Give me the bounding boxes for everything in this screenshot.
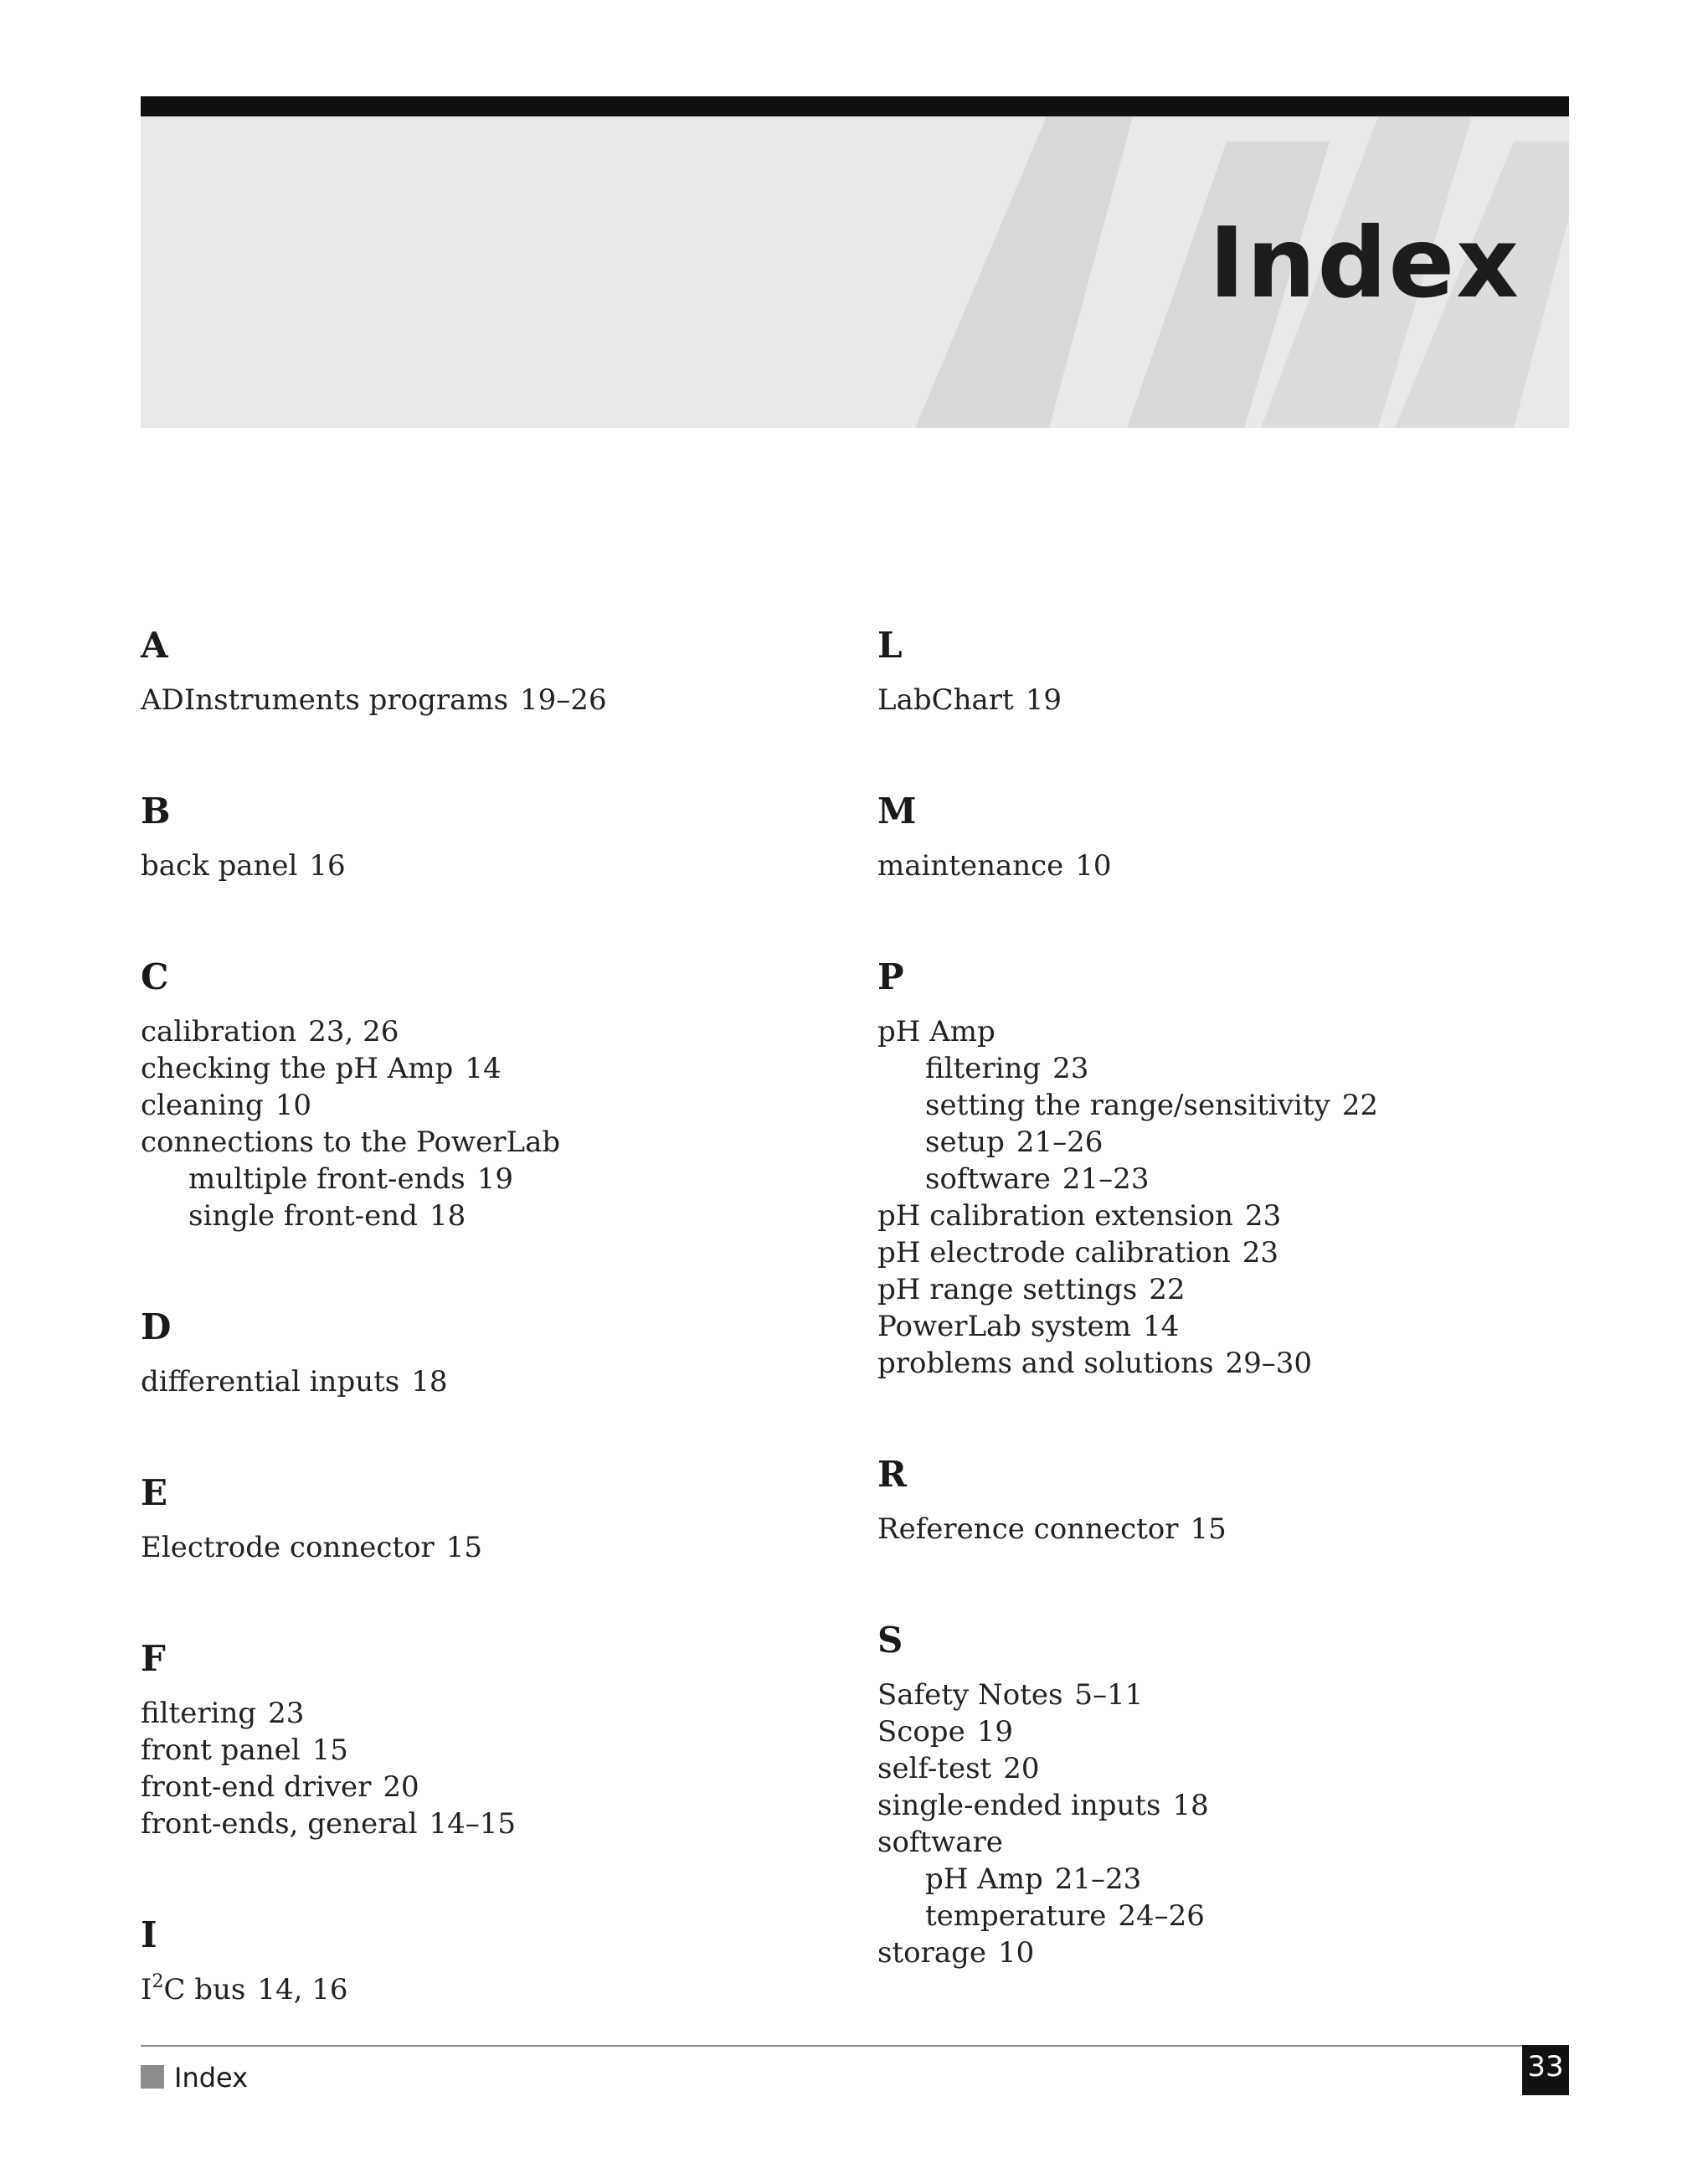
entry-term: LabChart [877,683,1014,717]
banner-stripe [915,116,1133,428]
index-entry [141,847,827,884]
index-entry [877,1198,1564,1234]
index-entry [877,1824,1564,1861]
index-section-b [141,787,827,884]
entry-term: pH electrode calibration [877,1236,1231,1270]
index-entry [877,1713,1564,1750]
entry-superscript: 2 [152,1971,164,1992]
section-letter: A [141,625,168,666]
entry-pages: 20 [1003,1752,1040,1785]
section-letter: I [141,1914,157,1955]
entry-term: setup [925,1125,1005,1159]
index-banner [141,116,1569,428]
entry-pages: 10 [1075,849,1112,883]
entry-term: Reference connector [877,1512,1179,1546]
entry-term: filtering [925,1052,1042,1085]
index-entry [877,1308,1564,1345]
entry-term: pH calibration extension [877,1199,1233,1233]
entry-pages: 15 [1190,1512,1227,1546]
index-entry-list [877,1511,1564,1548]
entry-pages: 29–30 [1225,1347,1313,1380]
page-number: 33 [1522,2045,1569,2095]
index-section-r [877,1450,1564,1548]
entry-pages: 16 [309,849,346,883]
entry-term-suffix: C bus [163,1973,246,2006]
entry-term: cleaning [141,1089,264,1122]
section-letter: S [877,1620,903,1661]
entry-pages: 23 [268,1697,305,1730]
entry-term: multiple front-ends [188,1162,466,1196]
index-entry [877,1234,1564,1271]
entry-pages: 18 [429,1199,466,1233]
index-section-d [141,1303,827,1400]
entry-term: Scope [877,1715,965,1749]
section-letter: B [141,791,171,832]
index-entry [141,1805,827,1842]
index-section-m [877,787,1564,884]
index-entry-list [877,1677,1564,1971]
index-section-c [141,953,827,1234]
index-column-right [877,621,1564,1971]
section-letter: P [877,956,904,997]
index-section-e [141,1469,827,1566]
index-entry-list [141,1013,827,1234]
index-entry [877,1750,1564,1787]
entry-pages: 14, 16 [257,1973,348,2006]
entry-term: differential inputs [141,1365,400,1398]
entry-pages: 24–26 [1118,1899,1205,1933]
entry-term: storage [877,1936,986,1970]
entry-pages: 15 [445,1531,483,1564]
index-subentry [141,1198,827,1234]
entry-term: software [925,1162,1051,1196]
entry-term: front-end driver [141,1770,372,1804]
footer-rule [141,2045,1569,2047]
index-entry [141,1529,827,1566]
index-section-f [141,1635,827,1842]
entry-term: front panel [141,1733,301,1767]
index-entry [877,1013,1564,1050]
index-entry [877,1787,1564,1824]
entry-term: self-test [877,1752,992,1785]
entry-pages: 14–15 [429,1807,517,1841]
index-entry [141,682,827,719]
index-entry [877,1677,1564,1713]
index-entry [877,1511,1564,1548]
entry-pages: 14 [1143,1310,1180,1343]
entry-term: Safety Notes [877,1678,1063,1712]
entry-term: connections to the PowerLab [141,1125,561,1159]
index-entry [141,1971,827,2008]
entry-term: single front-end [188,1199,418,1233]
entry-pages: 21–23 [1054,1862,1142,1896]
index-subentry [141,1161,827,1198]
index-entry-list [877,1013,1564,1382]
index-entry [141,1013,827,1050]
index-section-p [877,953,1564,1382]
index-entry [877,1345,1564,1382]
entry-term: PowerLab system [877,1310,1131,1343]
index-column-left [141,621,827,2008]
index-section-s [877,1616,1564,1971]
entry-term: temperature [925,1899,1107,1933]
entry-term: pH Amp [877,1015,995,1048]
section-letter: R [877,1454,907,1495]
index-entry-list [141,847,827,884]
entry-pages: 19 [476,1162,513,1196]
entry-term: ADInstruments programs [141,683,509,717]
entry-term: problems and solutions [877,1347,1214,1380]
index-entry-list [141,1363,827,1400]
entry-pages: 21–26 [1016,1125,1104,1159]
section-letter: M [877,791,917,832]
index-entry-list [877,847,1564,884]
section-letter: D [141,1306,172,1347]
entry-pages: 18 [1172,1789,1209,1822]
index-section-i [141,1911,827,2008]
index-entry [141,1050,827,1087]
index-subentry [877,1898,1564,1934]
entry-pages: 19 [976,1715,1013,1749]
index-entry [877,682,1564,719]
section-letter: C [141,956,169,997]
index-entry-list [141,1529,827,1566]
index-entry [141,1124,827,1161]
entry-pages: 21–23 [1062,1162,1150,1196]
index-entry-list [141,1695,827,1842]
entry-term: front-ends, general [141,1807,418,1841]
entry-pages: 15 [311,1733,348,1767]
entry-pages: 20 [383,1770,419,1804]
entry-term: Electrode connector [141,1531,435,1564]
index-entry [877,1271,1564,1308]
header-rule [141,96,1569,116]
entry-term: pH range settings [877,1273,1138,1306]
entry-term: single-ended inputs [877,1789,1161,1822]
index-entry [141,1695,827,1732]
index-entry [877,847,1564,884]
entry-pages: 23 [1242,1236,1278,1270]
entry-term: pH Amp [925,1862,1043,1896]
entry-pages: 18 [411,1365,448,1398]
entry-pages: 19 [1025,683,1062,717]
entry-term: back panel [141,849,298,883]
index-subentry [877,1124,1564,1161]
entry-term: calibration [141,1015,297,1048]
index-entry [877,1934,1564,1971]
entry-pages: 22 [1149,1273,1186,1306]
index-section-l [877,621,1564,719]
footer-marker [141,2065,164,2089]
index-entry-list [877,682,1564,719]
entry-pages: 14 [465,1052,502,1085]
section-letter: E [141,1472,168,1513]
index-entry [141,1732,827,1769]
section-letter: L [877,625,903,666]
footer-section-label: Index [174,2062,249,2094]
entry-term: maintenance [877,849,1064,883]
entry-pages: 22 [1341,1089,1379,1122]
index-entry [141,1769,827,1805]
entry-pages: 23, 26 [308,1015,399,1048]
entry-term: setting the range/sensitivity [925,1089,1330,1122]
index-entry-list [141,682,827,719]
index-entry [141,1363,827,1400]
index-entry [141,1087,827,1124]
page-title: Index [1208,207,1520,320]
entry-term: filtering [141,1697,257,1730]
index-subentry [877,1087,1564,1124]
entry-term: software [877,1826,1003,1859]
entry-term: checking the pH Amp [141,1052,454,1085]
entry-pages: 10 [275,1089,312,1122]
index-subentry [877,1861,1564,1898]
entry-pages: 23 [1244,1199,1282,1233]
entry-term: I [141,1973,152,2006]
entry-pages: 10 [998,1936,1035,1970]
index-entry-list [141,1971,827,2008]
index-section-a [141,621,827,719]
index-subentry [877,1050,1564,1087]
index-subentry [877,1161,1564,1198]
entry-pages: 23 [1052,1052,1089,1085]
entry-pages: 19–26 [520,683,607,717]
entry-pages: 5–11 [1074,1678,1144,1712]
section-letter: F [141,1638,166,1679]
